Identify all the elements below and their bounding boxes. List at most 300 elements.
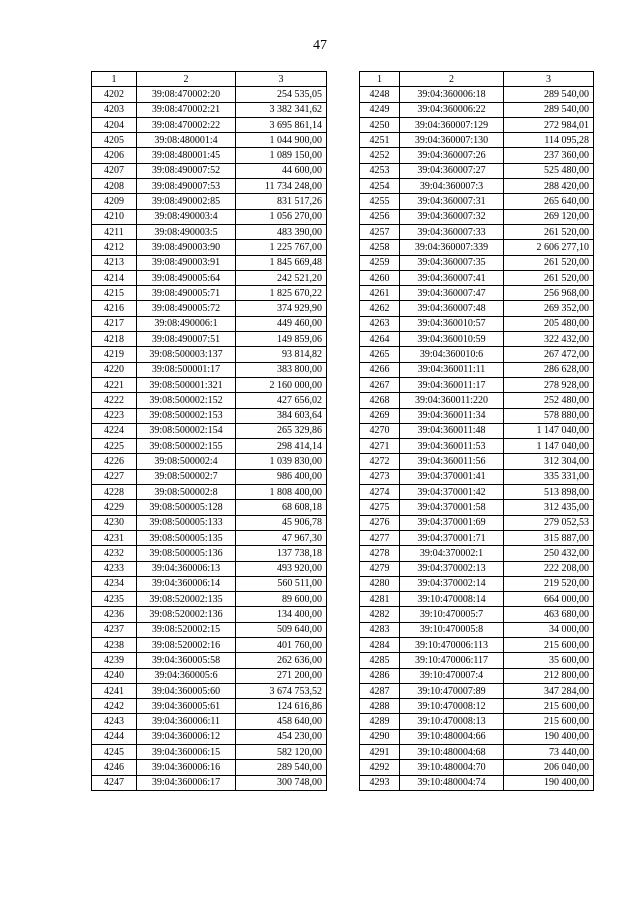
row-number-cell: 4245 xyxy=(92,745,137,760)
table-row xyxy=(360,133,594,148)
header-row xyxy=(92,72,327,87)
value-cell: 212 800,00 xyxy=(504,668,594,683)
row-number-cell: 4222 xyxy=(92,393,137,408)
table-row xyxy=(360,760,594,775)
table-row xyxy=(360,576,594,591)
row-number-cell: 4216 xyxy=(92,301,137,316)
row-number-cell: 4258 xyxy=(360,240,400,255)
table-row xyxy=(92,454,327,469)
value-cell: 664 000,00 xyxy=(504,592,594,607)
table-row xyxy=(92,714,327,729)
value-cell: 1 808 400,00 xyxy=(236,485,327,500)
table-row xyxy=(92,500,327,515)
table-row xyxy=(92,745,327,760)
cadastral-number-cell: 39:10:470008:12 xyxy=(400,699,504,714)
row-number-cell: 4268 xyxy=(360,393,400,408)
value-cell: 272 984,01 xyxy=(504,117,594,132)
table-row xyxy=(92,316,327,331)
table-row xyxy=(360,255,594,270)
row-number-cell: 4233 xyxy=(92,561,137,576)
table-row xyxy=(360,301,594,316)
cadastral-number-cell: 39:08:500003:137 xyxy=(137,347,236,362)
row-number-cell: 4207 xyxy=(92,163,137,178)
column-header-2: 2 xyxy=(137,72,236,87)
row-number-cell: 4293 xyxy=(360,775,400,790)
value-cell: 222 208,00 xyxy=(504,561,594,576)
cadastral-number-cell: 39:08:490003:91 xyxy=(137,255,236,270)
value-cell: 1 825 670,22 xyxy=(236,286,327,301)
value-cell: 93 814,82 xyxy=(236,347,327,362)
table-row xyxy=(360,515,594,530)
table-row xyxy=(92,439,327,454)
value-cell: 289 540,00 xyxy=(236,760,327,775)
value-cell: 1 089 150,00 xyxy=(236,148,327,163)
table-row xyxy=(360,362,594,377)
cadastral-number-cell: 39:04:370002:14 xyxy=(400,576,504,591)
table-row xyxy=(360,408,594,423)
cadastral-number-cell: 39:04:360006:13 xyxy=(137,561,236,576)
value-cell: 219 520,00 xyxy=(504,576,594,591)
cadastral-number-cell: 39:08:490003:90 xyxy=(137,240,236,255)
value-cell: 986 400,00 xyxy=(236,469,327,484)
table-row xyxy=(92,148,327,163)
cadastral-number-cell: 39:10:480004:68 xyxy=(400,745,504,760)
value-cell: 582 120,00 xyxy=(236,745,327,760)
row-number-cell: 4208 xyxy=(92,179,137,194)
value-cell: 265 640,00 xyxy=(504,194,594,209)
cadastral-number-cell: 39:08:500005:128 xyxy=(137,500,236,515)
table-row xyxy=(92,653,327,668)
cadastral-number-cell: 39:08:490003:4 xyxy=(137,209,236,224)
value-cell: 254 535,05 xyxy=(236,87,327,102)
cadastral-number-cell: 39:04:360010:57 xyxy=(400,316,504,331)
row-number-cell: 4263 xyxy=(360,316,400,331)
table-row xyxy=(92,179,327,194)
cadastral-number-cell: 39:04:360011:11 xyxy=(400,362,504,377)
cadastral-number-cell: 39:04:370001:58 xyxy=(400,500,504,515)
table-row xyxy=(92,729,327,744)
row-number-cell: 4241 xyxy=(92,683,137,698)
row-number-cell: 4269 xyxy=(360,408,400,423)
cadastral-number-cell: 39:04:360006:12 xyxy=(137,729,236,744)
column-header-3: 3 xyxy=(236,72,327,87)
cadastral-number-cell: 39:08:500002:4 xyxy=(137,454,236,469)
table-row xyxy=(92,240,327,255)
value-cell: 286 628,00 xyxy=(504,362,594,377)
table-row xyxy=(92,117,327,132)
cadastral-number-cell: 39:08:500005:136 xyxy=(137,546,236,561)
page-number: 47 xyxy=(313,38,327,53)
cadastral-number-cell: 39:04:360011:220 xyxy=(400,393,504,408)
cadastral-number-cell: 39:04:370001:69 xyxy=(400,515,504,530)
value-cell: 289 540,00 xyxy=(504,87,594,102)
cadastral-number-cell: 39:08:500002:8 xyxy=(137,485,236,500)
value-cell: 1 147 040,00 xyxy=(504,439,594,454)
row-number-cell: 4251 xyxy=(360,133,400,148)
value-cell: 278 928,00 xyxy=(504,377,594,392)
table-row xyxy=(92,668,327,683)
cadastral-number-cell: 39:04:360007:26 xyxy=(400,148,504,163)
value-cell: 463 680,00 xyxy=(504,607,594,622)
row-number-cell: 4256 xyxy=(360,209,400,224)
cadastral-number-cell: 39:04:360005:6 xyxy=(137,668,236,683)
cadastral-number-cell: 39:04:360006:15 xyxy=(137,745,236,760)
value-cell: 190 400,00 xyxy=(504,729,594,744)
table-row xyxy=(360,775,594,790)
table-row xyxy=(360,377,594,392)
table-row xyxy=(360,683,594,698)
value-cell: 2 160 000,00 xyxy=(236,377,327,392)
cadastral-number-cell: 39:04:360007:48 xyxy=(400,301,504,316)
cadastral-number-cell: 39:10:470008:13 xyxy=(400,714,504,729)
cadastral-number-cell: 39:04:360006:22 xyxy=(400,102,504,117)
table-row xyxy=(92,622,327,637)
value-cell: 312 435,00 xyxy=(504,500,594,515)
cadastral-number-cell: 39:04:360005:61 xyxy=(137,699,236,714)
value-cell: 458 640,00 xyxy=(236,714,327,729)
table-row xyxy=(360,500,594,515)
row-number-cell: 4232 xyxy=(92,546,137,561)
row-number-cell: 4224 xyxy=(92,423,137,438)
cadastral-number-cell: 39:04:370001:41 xyxy=(400,469,504,484)
row-number-cell: 4253 xyxy=(360,163,400,178)
row-number-cell: 4219 xyxy=(92,347,137,362)
cadastral-number-cell: 39:08:500001:17 xyxy=(137,362,236,377)
row-number-cell: 4274 xyxy=(360,485,400,500)
value-cell: 47 967,30 xyxy=(236,530,327,545)
table-row xyxy=(360,102,594,117)
cadastral-number-cell: 39:04:370002:13 xyxy=(400,561,504,576)
table-row xyxy=(92,530,327,545)
cadastral-number-cell: 39:04:360007:33 xyxy=(400,224,504,239)
cadastral-number-cell: 39:08:520002:16 xyxy=(137,637,236,652)
table-row xyxy=(92,194,327,209)
table-row xyxy=(360,240,594,255)
cadastral-number-cell: 39:04:360006:11 xyxy=(137,714,236,729)
row-number-cell: 4289 xyxy=(360,714,400,729)
cadastral-number-cell: 39:04:360011:17 xyxy=(400,377,504,392)
row-number-cell: 4282 xyxy=(360,607,400,622)
table-row xyxy=(92,209,327,224)
value-cell: 1 225 767,00 xyxy=(236,240,327,255)
table-row xyxy=(92,102,327,117)
value-cell: 124 616,86 xyxy=(236,699,327,714)
cadastral-number-cell: 39:04:360010:59 xyxy=(400,332,504,347)
value-cell: 190 400,00 xyxy=(504,775,594,790)
cadastral-number-cell: 39:10:470007:89 xyxy=(400,683,504,698)
row-number-cell: 4211 xyxy=(92,224,137,239)
table-row xyxy=(92,163,327,178)
row-number-cell: 4225 xyxy=(92,439,137,454)
cadastral-number-cell: 39:04:360007:339 xyxy=(400,240,504,255)
table-row xyxy=(360,592,594,607)
value-cell: 374 929,90 xyxy=(236,301,327,316)
value-cell: 215 600,00 xyxy=(504,714,594,729)
table-row xyxy=(92,87,327,102)
table-row xyxy=(360,546,594,561)
row-number-cell: 4210 xyxy=(92,209,137,224)
table-row xyxy=(92,332,327,347)
table-row xyxy=(360,439,594,454)
row-number-cell: 4291 xyxy=(360,745,400,760)
value-cell: 3 382 341,62 xyxy=(236,102,327,117)
row-number-cell: 4218 xyxy=(92,332,137,347)
value-cell: 34 000,00 xyxy=(504,622,594,637)
column-header-1: 1 xyxy=(360,72,400,87)
table-row xyxy=(360,209,594,224)
table-row xyxy=(360,454,594,469)
cadastral-number-cell: 39:10:480004:74 xyxy=(400,775,504,790)
value-cell: 1 147 040,00 xyxy=(504,423,594,438)
table-row xyxy=(360,714,594,729)
table-row xyxy=(360,561,594,576)
value-cell: 315 887,00 xyxy=(504,530,594,545)
table-row xyxy=(360,224,594,239)
row-number-cell: 4212 xyxy=(92,240,137,255)
table-row xyxy=(360,699,594,714)
value-cell: 322 432,00 xyxy=(504,332,594,347)
value-cell: 242 521,20 xyxy=(236,270,327,285)
row-number-cell: 4262 xyxy=(360,301,400,316)
table-row xyxy=(92,224,327,239)
cadastral-number-cell: 39:08:500002:155 xyxy=(137,439,236,454)
row-number-cell: 4213 xyxy=(92,255,137,270)
value-cell: 271 200,00 xyxy=(236,668,327,683)
row-number-cell: 4250 xyxy=(360,117,400,132)
value-cell: 347 284,00 xyxy=(504,683,594,698)
row-number-cell: 4234 xyxy=(92,576,137,591)
value-cell: 2 606 277,10 xyxy=(504,240,594,255)
table-row xyxy=(360,729,594,744)
cadastral-number-cell: 39:04:370002:1 xyxy=(400,546,504,561)
row-number-cell: 4228 xyxy=(92,485,137,500)
row-number-cell: 4215 xyxy=(92,286,137,301)
table-row xyxy=(360,530,594,545)
row-number-cell: 4205 xyxy=(92,133,137,148)
table-row xyxy=(360,270,594,285)
cadastral-number-cell: 39:04:360006:16 xyxy=(137,760,236,775)
cadastral-number-cell: 39:04:360007:3 xyxy=(400,179,504,194)
value-cell: 261 520,00 xyxy=(504,255,594,270)
row-number-cell: 4223 xyxy=(92,408,137,423)
table-row xyxy=(92,699,327,714)
value-cell: 427 656,02 xyxy=(236,393,327,408)
row-number-cell: 4247 xyxy=(92,775,137,790)
cadastral-number-cell: 39:08:490002:85 xyxy=(137,194,236,209)
cadastral-number-cell: 39:08:480001:45 xyxy=(137,148,236,163)
table-row xyxy=(92,362,327,377)
value-cell: 560 511,00 xyxy=(236,576,327,591)
table-row xyxy=(92,683,327,698)
cadastral-number-cell: 39:08:500002:152 xyxy=(137,393,236,408)
row-number-cell: 4267 xyxy=(360,377,400,392)
cadastral-number-cell: 39:04:360011:56 xyxy=(400,454,504,469)
value-cell: 134 400,00 xyxy=(236,607,327,622)
row-number-cell: 4266 xyxy=(360,362,400,377)
table-row xyxy=(92,546,327,561)
table-row xyxy=(92,760,327,775)
value-cell: 149 859,06 xyxy=(236,332,327,347)
table-row xyxy=(360,607,594,622)
table-row xyxy=(360,745,594,760)
value-cell: 483 390,00 xyxy=(236,224,327,239)
row-number-cell: 4243 xyxy=(92,714,137,729)
row-number-cell: 4202 xyxy=(92,87,137,102)
row-number-cell: 4206 xyxy=(92,148,137,163)
cadastral-number-cell: 39:04:360006:14 xyxy=(137,576,236,591)
value-cell: 89 600,00 xyxy=(236,592,327,607)
table-row xyxy=(92,377,327,392)
cadastral-number-cell: 39:08:500002:153 xyxy=(137,408,236,423)
value-cell: 114 095,28 xyxy=(504,133,594,148)
row-number-cell: 4261 xyxy=(360,286,400,301)
value-cell: 11 734 248,00 xyxy=(236,179,327,194)
value-cell: 831 517,26 xyxy=(236,194,327,209)
cadastral-number-cell: 39:04:360006:18 xyxy=(400,87,504,102)
value-cell: 205 480,00 xyxy=(504,316,594,331)
row-number-cell: 4280 xyxy=(360,576,400,591)
row-number-cell: 4235 xyxy=(92,592,137,607)
table-row xyxy=(92,393,327,408)
value-cell: 3 674 753,52 xyxy=(236,683,327,698)
value-cell: 493 920,00 xyxy=(236,561,327,576)
cadastral-number-cell: 39:10:470007:4 xyxy=(400,668,504,683)
value-cell: 73 440,00 xyxy=(504,745,594,760)
cadastral-number-cell: 39:04:360007:129 xyxy=(400,117,504,132)
table-row xyxy=(92,301,327,316)
row-number-cell: 4283 xyxy=(360,622,400,637)
cadastral-number-cell: 39:10:470006:113 xyxy=(400,637,504,652)
value-cell: 3 695 861,14 xyxy=(236,117,327,132)
cadastral-number-cell: 39:08:520002:135 xyxy=(137,592,236,607)
table-row xyxy=(92,347,327,362)
value-cell: 237 360,00 xyxy=(504,148,594,163)
table-row xyxy=(92,423,327,438)
value-cell: 215 600,00 xyxy=(504,699,594,714)
registry-table-left xyxy=(91,71,327,791)
row-number-cell: 4255 xyxy=(360,194,400,209)
cadastral-number-cell: 39:04:360011:53 xyxy=(400,439,504,454)
cadastral-number-cell: 39:08:490007:53 xyxy=(137,179,236,194)
value-cell: 509 640,00 xyxy=(236,622,327,637)
row-number-cell: 4287 xyxy=(360,683,400,698)
table-row xyxy=(360,347,594,362)
cadastral-number-cell: 39:04:360007:27 xyxy=(400,163,504,178)
cadastral-number-cell: 39:04:360005:60 xyxy=(137,683,236,698)
value-cell: 384 603,64 xyxy=(236,408,327,423)
row-number-cell: 4276 xyxy=(360,515,400,530)
row-number-cell: 4239 xyxy=(92,653,137,668)
table-row xyxy=(92,469,327,484)
row-number-cell: 4264 xyxy=(360,332,400,347)
table-row xyxy=(92,255,327,270)
table-row xyxy=(360,148,594,163)
row-number-cell: 4281 xyxy=(360,592,400,607)
cadastral-number-cell: 39:10:470008:14 xyxy=(400,592,504,607)
row-number-cell: 4229 xyxy=(92,500,137,515)
value-cell: 137 738,18 xyxy=(236,546,327,561)
row-number-cell: 4252 xyxy=(360,148,400,163)
table-row xyxy=(92,637,327,652)
row-number-cell: 4260 xyxy=(360,270,400,285)
value-cell: 289 540,00 xyxy=(504,102,594,117)
row-number-cell: 4217 xyxy=(92,316,137,331)
cadastral-number-cell: 39:08:470002:21 xyxy=(137,102,236,117)
row-number-cell: 4227 xyxy=(92,469,137,484)
table-row xyxy=(92,270,327,285)
row-number-cell: 4248 xyxy=(360,87,400,102)
cadastral-number-cell: 39:10:470005:8 xyxy=(400,622,504,637)
row-number-cell: 4221 xyxy=(92,377,137,392)
row-number-cell: 4285 xyxy=(360,653,400,668)
cadastral-number-cell: 39:04:360011:34 xyxy=(400,408,504,423)
row-number-cell: 4277 xyxy=(360,530,400,545)
row-number-cell: 4244 xyxy=(92,729,137,744)
value-cell: 298 414,14 xyxy=(236,439,327,454)
row-number-cell: 4236 xyxy=(92,607,137,622)
row-number-cell: 4257 xyxy=(360,224,400,239)
row-number-cell: 4203 xyxy=(92,102,137,117)
table-row xyxy=(92,576,327,591)
row-number-cell: 4237 xyxy=(92,622,137,637)
table-row xyxy=(360,668,594,683)
row-number-cell: 4272 xyxy=(360,454,400,469)
value-cell: 312 304,00 xyxy=(504,454,594,469)
cadastral-number-cell: 39:08:500002:7 xyxy=(137,469,236,484)
table-row xyxy=(92,286,327,301)
value-cell: 261 520,00 xyxy=(504,270,594,285)
value-cell: 513 898,00 xyxy=(504,485,594,500)
table-row xyxy=(360,117,594,132)
row-number-cell: 4231 xyxy=(92,530,137,545)
column-header-1: 1 xyxy=(92,72,137,87)
value-cell: 45 906,78 xyxy=(236,515,327,530)
row-number-cell: 4279 xyxy=(360,561,400,576)
cadastral-number-cell: 39:08:500002:154 xyxy=(137,423,236,438)
row-number-cell: 4204 xyxy=(92,117,137,132)
cadastral-number-cell: 39:10:480004:66 xyxy=(400,729,504,744)
table-row xyxy=(360,286,594,301)
cadastral-number-cell: 39:08:520002:136 xyxy=(137,607,236,622)
row-number-cell: 4249 xyxy=(360,102,400,117)
row-number-cell: 4214 xyxy=(92,270,137,285)
value-cell: 68 608,18 xyxy=(236,500,327,515)
cadastral-number-cell: 39:08:500001:321 xyxy=(137,377,236,392)
cadastral-number-cell: 39:04:360007:35 xyxy=(400,255,504,270)
value-cell: 269 120,00 xyxy=(504,209,594,224)
cadastral-number-cell: 39:04:360007:41 xyxy=(400,270,504,285)
cadastral-number-cell: 39:08:520002:15 xyxy=(137,622,236,637)
table-row xyxy=(360,179,594,194)
cadastral-number-cell: 39:10:470005:7 xyxy=(400,607,504,622)
row-number-cell: 4286 xyxy=(360,668,400,683)
column-header-2: 2 xyxy=(400,72,504,87)
table-row xyxy=(92,592,327,607)
row-number-cell: 4238 xyxy=(92,637,137,652)
row-number-cell: 4259 xyxy=(360,255,400,270)
table-row xyxy=(360,332,594,347)
cadastral-number-cell: 39:04:360007:47 xyxy=(400,286,504,301)
cadastral-number-cell: 39:04:370001:42 xyxy=(400,485,504,500)
table-row xyxy=(92,515,327,530)
value-cell: 300 748,00 xyxy=(236,775,327,790)
value-cell: 250 432,00 xyxy=(504,546,594,561)
cadastral-number-cell: 39:04:360007:130 xyxy=(400,133,504,148)
cadastral-number-cell: 39:04:360011:48 xyxy=(400,423,504,438)
value-cell: 35 600,00 xyxy=(504,653,594,668)
value-cell: 262 636,00 xyxy=(236,653,327,668)
value-cell: 288 420,00 xyxy=(504,179,594,194)
